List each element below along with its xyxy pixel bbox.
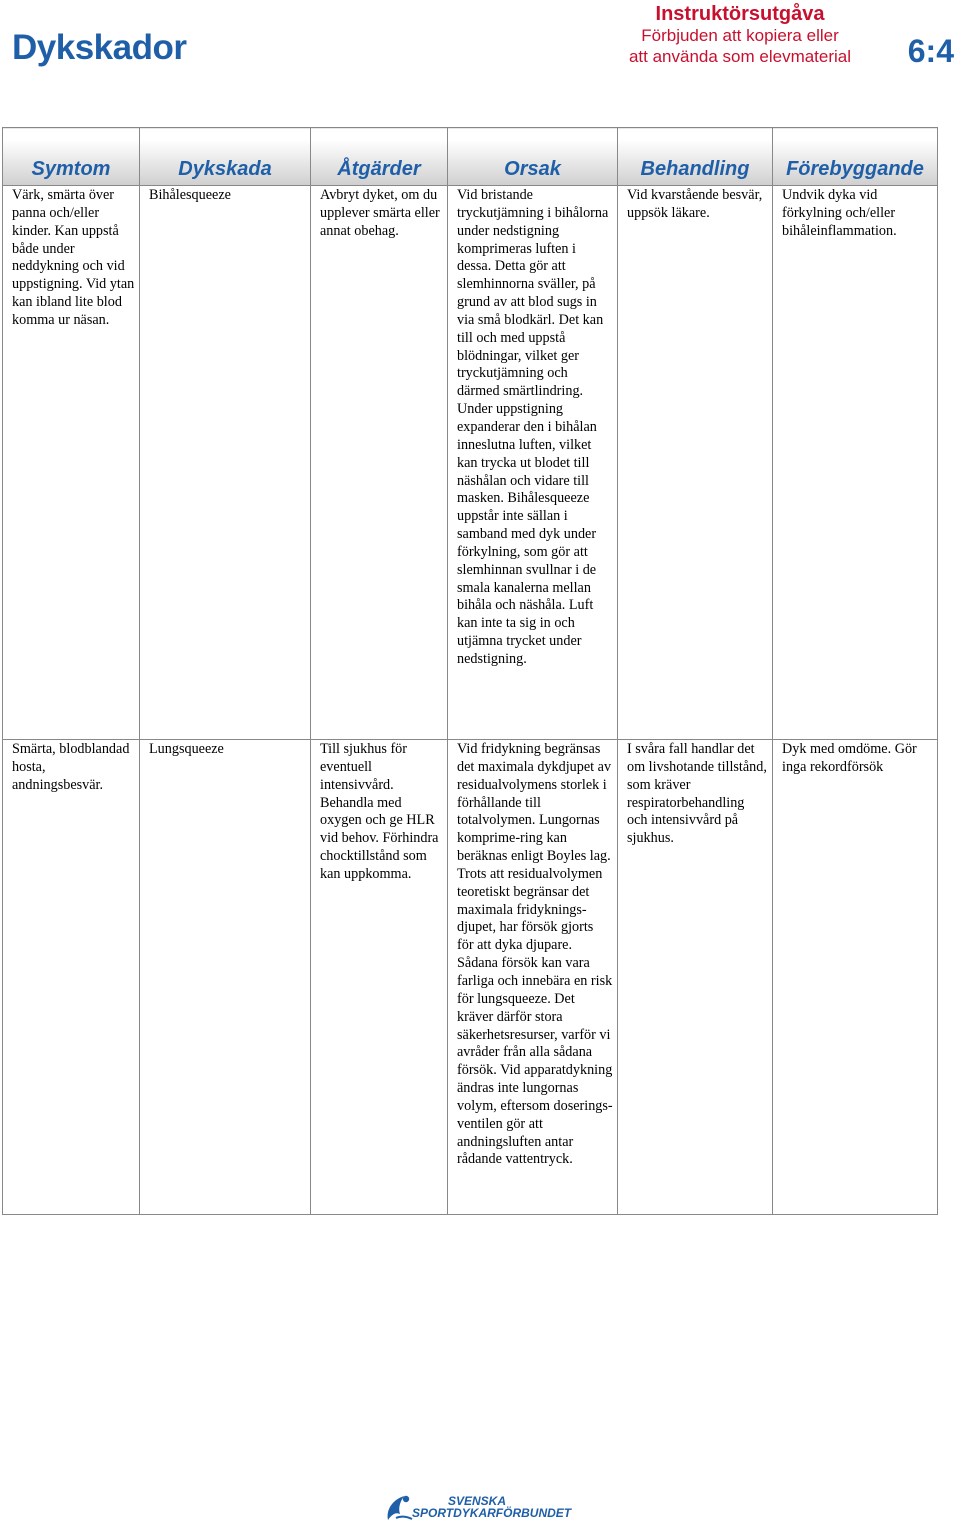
table-row — [3, 186, 938, 740]
stamp-heading: Instruktörsutgåva — [655, 3, 825, 25]
column-header-orsak: Orsak — [448, 128, 618, 186]
page-title: Dykskador — [12, 28, 187, 67]
logo-wordmark — [412, 1495, 571, 1519]
instructor-edition-stamp — [590, 4, 890, 67]
column-header-behandling: Behandling — [618, 128, 773, 186]
dive-injury-table — [2, 127, 938, 1215]
cell-forebyggande: Dyk med omdöme. Gör inga rekordförsök — [773, 740, 938, 1215]
cell-behandling: Vid kvarstående besvär, uppsök läkare. — [618, 186, 773, 740]
diver-icon — [382, 1492, 416, 1526]
column-header-atgarder: Åtgärder — [311, 128, 448, 186]
federation-logo — [382, 1492, 582, 1526]
column-header-symtom: Symtom — [3, 128, 140, 186]
cell-symtom: Värk, smärta över panna och/eller kinder. Kan uppstå både under neddykning och vid uppstigning. Vid ytan kan ibland lite blod komma ur näsan. — [3, 186, 140, 740]
logo-line1: SVENSKA — [448, 1494, 507, 1508]
column-header-forebyggande: Förebyggande — [773, 128, 938, 186]
cell-forebyggande: Undvik dyka vid förkylning och/eller bihåleinflammation. — [773, 186, 938, 740]
cell-behandling: I svåra fall handlar det om livshotande tillstånd, som kräver respiratorbehandling och intensivvård på sjukhus. — [618, 740, 773, 1215]
cell-orsak: Vid bristande tryckutjämning i bihålorna under nedstigning komprimeras luften i dessa. Detta gör att slemhinnorna sväller, på grund av att blod sugs in via små blodkärl. Det kan till och med uppstå blödningar, vilket ger tryckutjämning och därmed smärtlindring. Under uppstigning expanderar den i bihålan inneslutna luften, vilket kan trycka ut blodet till näshålan och vidare till masken. Bihålesqueeze uppstår inte sällan i samband med dyk under förkylning, som gör att slemhinnan svullnar i de smala kanalerna mellan bihåla och näshåla. Luft kan inte ta sig in och utjämna trycket under nedstigning. — [448, 186, 618, 740]
cell-symtom: Smärta, blodblandad hosta, andningsbesvär. — [3, 740, 140, 1215]
cell-atgarder: Avbryt dyket, om du upplever smärta eller annat obehag. — [311, 186, 448, 740]
table-header-row — [3, 128, 938, 186]
cell-dykskada: Lungsqueeze — [140, 740, 311, 1215]
column-header-dykskada: Dykskada — [140, 128, 311, 186]
page-number: 6:4 — [907, 33, 954, 69]
cell-atgarder: Till sjukhus för eventuell intensivvård. Behandla med oxygen och ge HLR vid behov. Förhindra chocktillstånd som kan uppkomma. — [311, 740, 448, 1215]
stamp-notice-line2: att använda som elevmaterial — [628, 47, 852, 66]
cell-dykskada: Bihålesqueeze — [140, 186, 311, 740]
logo-line2: SPORTDYKARFÖRBUNDET — [412, 1506, 572, 1520]
cell-orsak: Vid fridykning begränsas det maximala dykdjupet av residualvolymens storlek i förhållande till totalvolymen. Lungornas komprime-ring kan beräknas enligt Boyles lag. Trots att residualvolymen teoretiskt begränsar det maximala fridyknings-djupet, har försök gjorts för att dyka djupare. Sådana försök kan vara farliga och innebära en risk för lungsqueeze. Det kräver därför stora säkerhetsresurser, varför vi avråder från alla sådana försök. Vid apparatdykning ändras inte lungornas volym, eftersom doserings-ventilen gör att andningsluften antar rådande vattentryck. — [448, 740, 618, 1215]
stamp-notice-line1: Förbjuden att kopiera eller — [641, 26, 839, 45]
table-row — [3, 740, 938, 1215]
